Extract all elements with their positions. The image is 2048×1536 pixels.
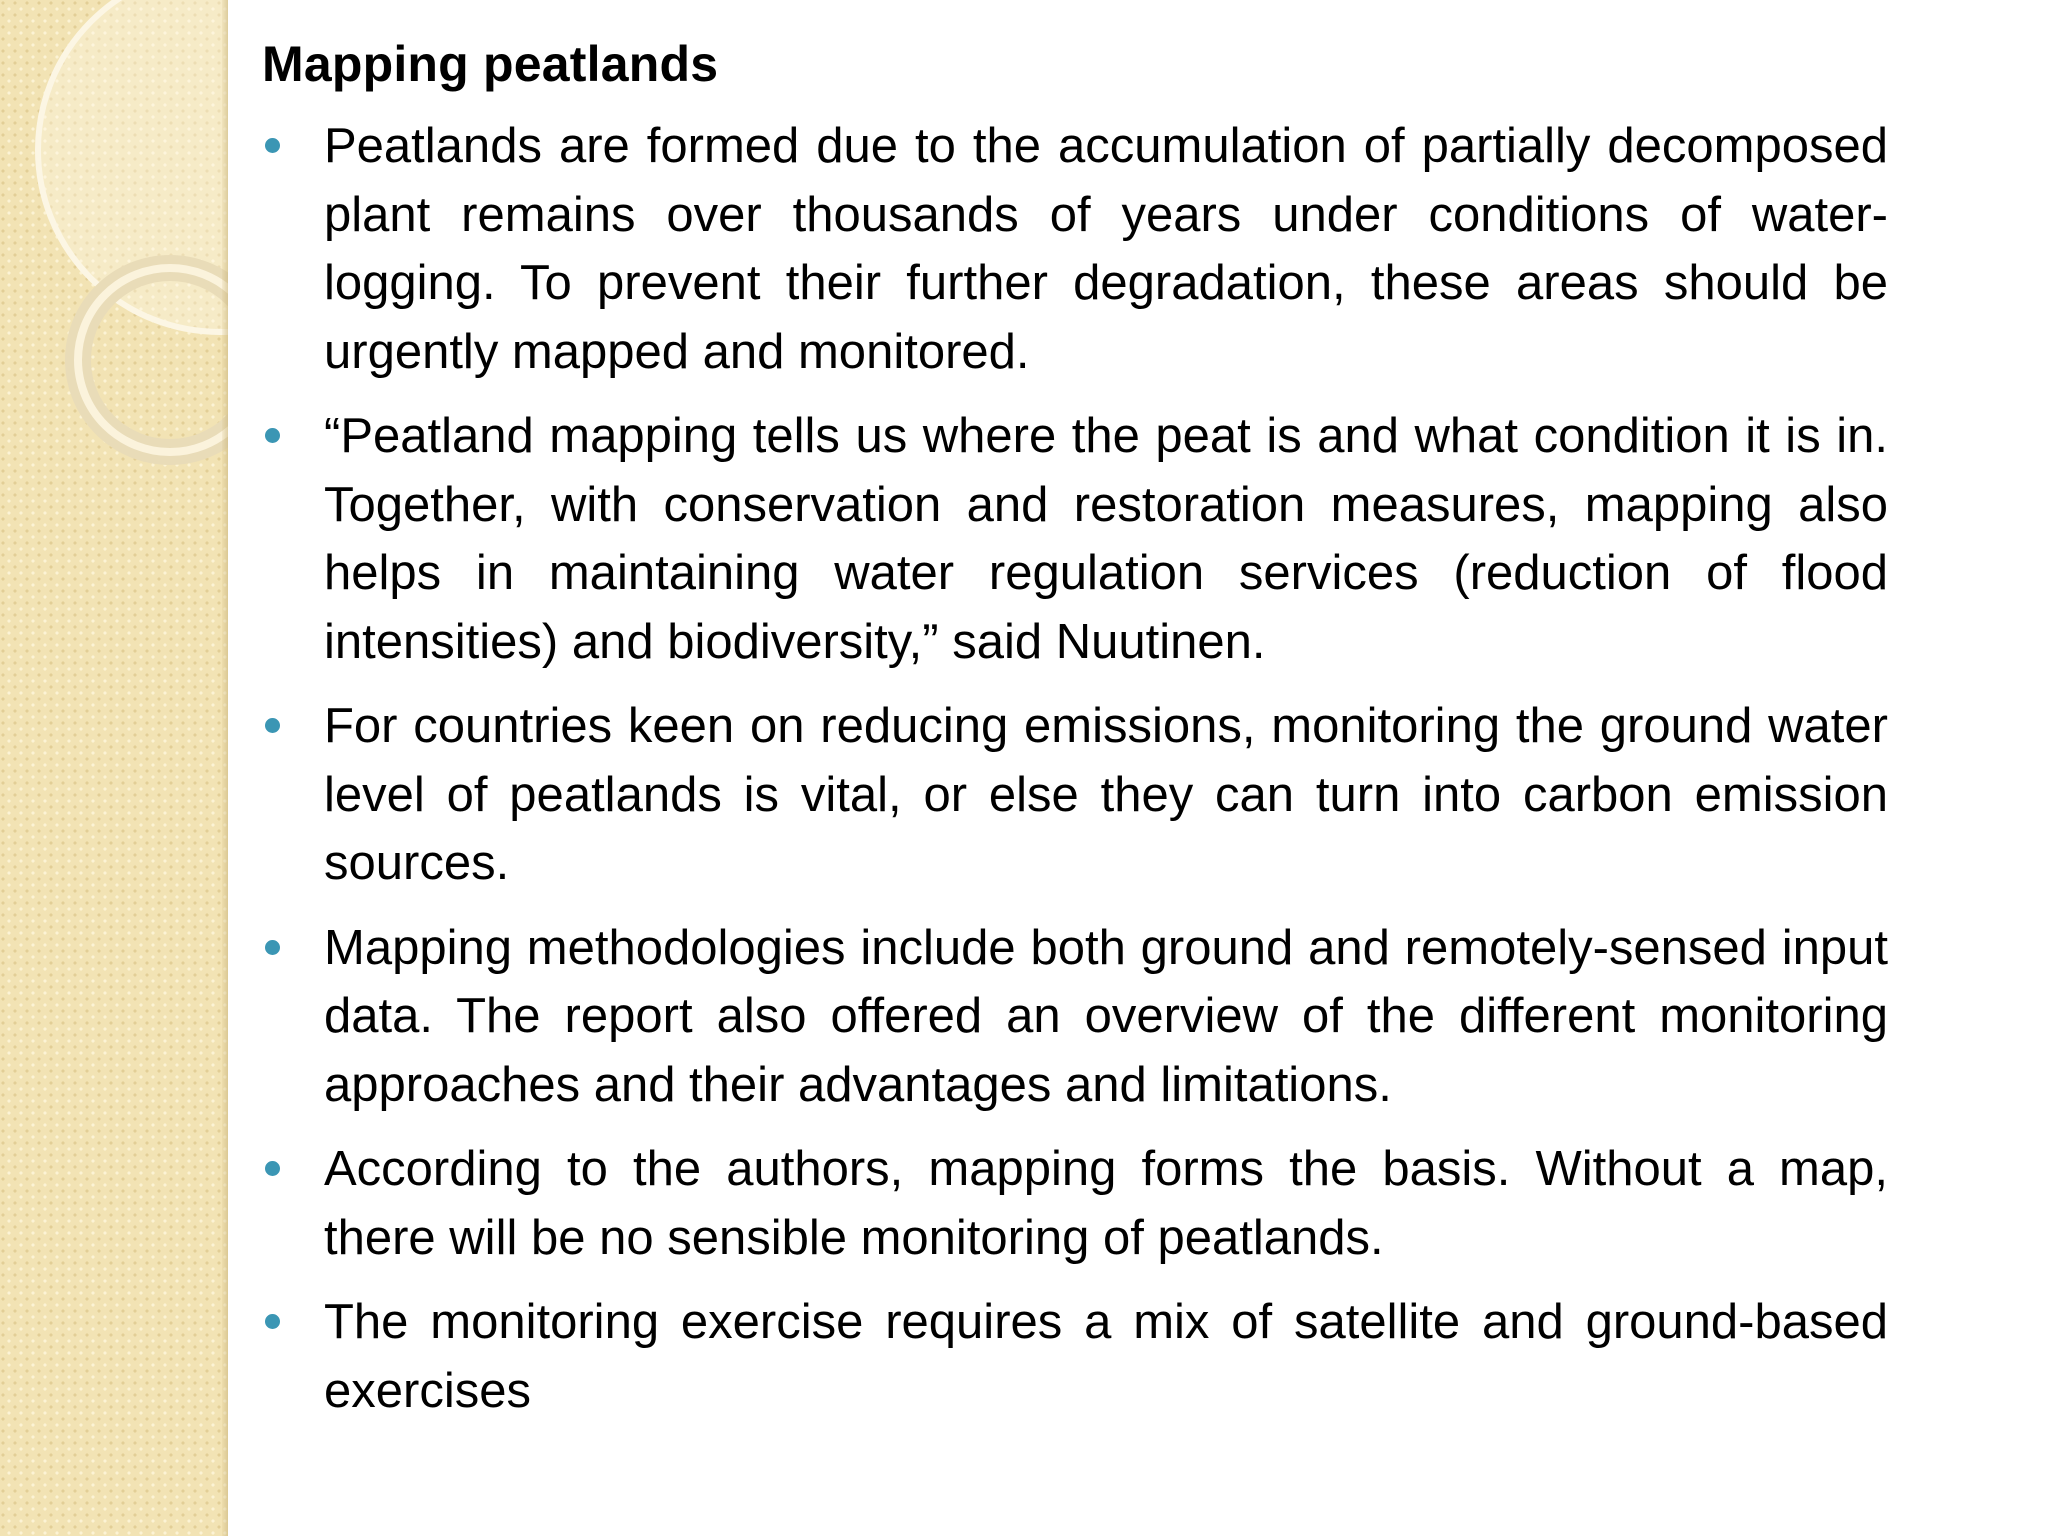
bullet-item (262, 914, 1888, 1120)
bullet-text: For countries keen on reducing emissions, monitoring the ground water level of peatlands is vital, or else they can turn into carbon emission sources. (324, 699, 1888, 890)
bullet-dot-icon (265, 1314, 280, 1329)
bullet-dot-icon (265, 718, 280, 733)
decorative-side-band (0, 0, 228, 1536)
bullet-text: Mapping methodologies include both ground and remotely-sensed input data. The report also offered an overview of the different monitoring approaches and their advantages and limitations. (324, 920, 1888, 1112)
bullet-dot-icon (265, 1161, 280, 1176)
bullet-text: “Peatland mapping tells us where the peat is and what condition it is in. Together, with conservation and restoration measures, mapping also helps in maintaining water regulation services (reduction of flood intensities) and biodiversity,” said Nuutinen. (324, 409, 1888, 669)
bullet-text: The monitoring exercise requires a mix of satellite and ground-based exercises (324, 1295, 1888, 1418)
bullet-list (262, 112, 1888, 1425)
bullet-text: Peatlands are formed due to the accumulation of partially decomposed plant remains over thousands of years under conditions of water-logging. To prevent their further degradation, these areas should be urgently mapped and monitored. (324, 119, 1888, 379)
slide-title: Mapping peatlands (262, 36, 719, 92)
bullet-item (262, 1288, 1888, 1425)
bullet-dot-icon (265, 940, 280, 955)
bullet-item (262, 402, 1888, 676)
bullet-item (262, 112, 1888, 386)
bullet-dot-icon (265, 428, 280, 443)
side-band-edge (222, 0, 228, 1536)
bullet-dot-icon (265, 138, 280, 153)
slide-content (262, 30, 1888, 1441)
bullet-text: According to the authors, mapping forms the basis. Without a map, there will be no sensible monitoring of peatlands. (324, 1142, 1888, 1265)
bullet-item (262, 1135, 1888, 1272)
decorative-rings (0, 0, 228, 520)
bullet-item (262, 692, 1888, 898)
